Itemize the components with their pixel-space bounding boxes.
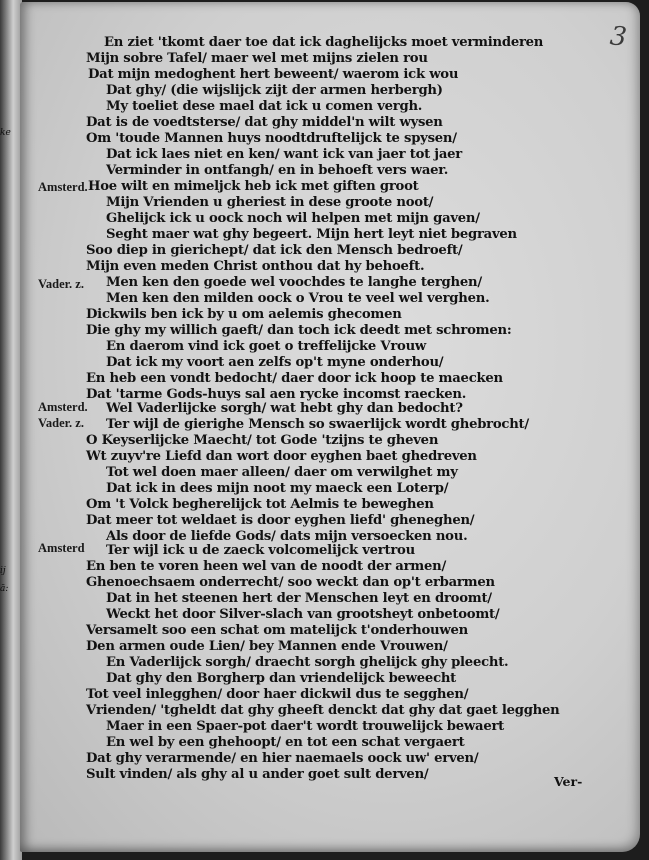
facing-page-fragment: ij <box>0 566 6 576</box>
verse-line: En heb een vondt bedocht/ daer door ick hoop te maecken <box>86 371 503 386</box>
verse-line: Dat mijn medoghent hert beweent/ waerom ick wou <box>88 67 459 82</box>
verse-line: Den armen oude Lien/ bey Mannen ende Vrouwen/ <box>86 639 448 654</box>
verse-line: Dat ick laes niet en ken/ want ick van jaer tot jaer <box>106 147 462 162</box>
verse-line: Maer in een Spaer-pot daer't wordt trouwelijck bewaert <box>106 719 504 734</box>
verse-line: Om 'toude Mannen huys noodtdruftelijck te spysen/ <box>86 131 457 146</box>
verse-line: Sult vinden/ als ghy al u ander goet sult derven/ <box>86 767 429 782</box>
verse-line: Om 't Volck begherelijck tot Aelmis te beweghen <box>86 497 434 512</box>
speaker-label: Amsterd <box>38 541 85 555</box>
verse-line: Dat is de voedtsterse/ dat ghy middel'n wilt wysen <box>86 115 443 130</box>
verse-line: Verminder in ontfangh/ en in behoeft vers waer. <box>106 163 449 178</box>
verse-line: Wt zuyv're Liefd dan wort door eyghen baet ghedreven <box>86 449 477 464</box>
verse-line: Mijn sobre Tafel/ maer wel met mijns zielen rou <box>86 51 428 66</box>
verse-line: En ziet 'tkomt daer toe dat ick daghelijcks moet verminderen <box>104 35 544 50</box>
verse-line: Men ken den milden oock o Vrou te veel wel verghen. <box>106 291 490 306</box>
verse-line: Dat in het steenen hert der Menschen leyt en droomt/ <box>106 591 492 606</box>
verse-line: Dat ick in dees mijn noot my maeck een Loterp/ <box>106 481 449 496</box>
book-page <box>20 2 640 852</box>
verse-line: Ghenoechsaem onderrecht/ soo weckt dan op't erbarmen <box>86 575 495 590</box>
catchword: Ver- <box>554 774 583 789</box>
verse-line: Soo diep in gierichept/ dat ick den Mensch bedroeft/ <box>86 243 463 258</box>
verse-line: O Keyserlijcke Maecht/ tot Gode 'tzijns te gheven <box>86 433 439 448</box>
speaker-label: Vader. z. <box>38 277 84 291</box>
verse-line: En wel by een ghehoopt/ en tot een schat vergaert <box>106 735 465 750</box>
facing-page-edge <box>0 0 22 860</box>
verse-line: Men ken den goede wel voochdes te langhe terghen/ <box>106 275 482 290</box>
verse-line: Seght maer wat ghy begeert. Mijn hert leyt niet begraven <box>106 227 517 242</box>
verse-line: Als door de liefde Gods/ dats mijn versoecken nou. <box>106 529 468 544</box>
verse-line: En ben te voren heen wel van de noodt der armen/ <box>86 559 447 574</box>
verse-line: Dickwils ben ick by u om aelemis ghecomen <box>86 307 402 322</box>
verse-line: Versamelt soo een schat om matelijck t'onderhouwen <box>86 623 468 638</box>
facing-page-fragment: ā: <box>0 584 9 594</box>
verse-line: Dat ghy/ (die wijslijck zijt der armen herbergh) <box>106 83 443 98</box>
speaker-label: Vader. z. <box>38 416 84 430</box>
page-number: 3 <box>608 21 629 53</box>
verse-line: Ter wijl de gierighe Mensch so swaerlijck wordt ghebrocht/ <box>106 417 529 432</box>
verse-line: Ter wijl ick u de zaeck volcomelijck vertrou <box>106 543 415 558</box>
verse-line: Dat ghy verarmende/ en hier naemaels oock uw' erven/ <box>86 751 479 766</box>
verse-line: Ghelijck ick u oock noch wil helpen met mijn gaven/ <box>106 211 480 226</box>
speaker-label: Amsterd. <box>38 180 88 194</box>
verse-line: Dat meer tot weldaet is door eyghen liefd' gheneghen/ <box>86 513 475 528</box>
verse-line: Mijn Vrienden u gheriest in dese groote noot/ <box>106 195 434 210</box>
verse-line: Vrienden/ 'tgheldt dat ghy gheeft denckt dat ghy dat gaet legghen <box>86 703 560 718</box>
verse-line: En daerom vind ick goet o treffelijcke Vrouw <box>106 339 427 354</box>
verse-line: Dat ick my voort aen zelfs op't myne onderhou/ <box>106 355 444 370</box>
verse-line: Mijn even meden Christ onthou dat hy behoeft. <box>86 259 425 274</box>
verse-line: Tot veel inlegghen/ door haer dickwil dus te segghen/ <box>86 687 469 702</box>
verse-line: My toeliet dese mael dat ick u comen vergh. <box>106 99 423 114</box>
facing-page-fragment: ke <box>0 128 11 138</box>
speaker-label: Amsterd. <box>38 400 88 414</box>
verse-line: Wel Vaderlijcke sorgh/ wat hebt ghy dan bedocht? <box>106 401 463 416</box>
verse-line: Tot wel doen maer alleen/ daer om verwilghet my <box>106 465 458 480</box>
verse-line: Weckt het door Silver-slach van grootsheyt onbetoomt/ <box>106 607 500 622</box>
verse-line: Dat ghy den Borgherp dan vriendelijck beweecht <box>106 671 457 686</box>
verse-line: En Vaderlijck sorgh/ draecht sorgh ghelijck ghy pleecht. <box>106 655 509 670</box>
verse-line: Die ghy my willich gaeft/ dan toch ick deedt met schromen: <box>86 323 512 338</box>
verse-line: Hoe wilt en mimeljck heb ick met giften groot <box>88 179 419 194</box>
verse-line: Dat 'tarme Gods-huys sal aen rycke incomst raecken. <box>86 387 467 402</box>
